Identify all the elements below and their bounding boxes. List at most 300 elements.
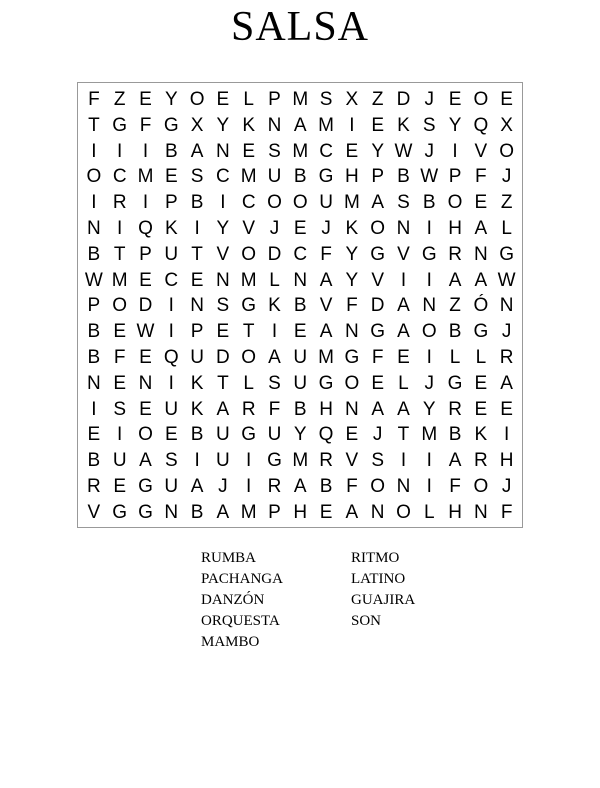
grid-cell[interactable]: L (243, 89, 254, 110)
grid-cell[interactable]: T (88, 114, 100, 136)
grid-cell[interactable]: G (138, 475, 153, 497)
grid-cell[interactable]: J (321, 217, 331, 239)
grid-cell[interactable]: I (400, 450, 407, 472)
grid-cell[interactable]: O (344, 372, 360, 394)
grid-cell[interactable]: V (242, 217, 256, 239)
grid-cell[interactable]: M (318, 114, 334, 136)
grid-cell[interactable]: Y (345, 243, 359, 265)
grid-cell[interactable]: D (138, 295, 153, 317)
grid-cell[interactable]: E (397, 346, 410, 368)
grid-cell[interactable]: S (164, 450, 178, 472)
grid-cell[interactable]: P (190, 321, 204, 343)
grid-cell[interactable]: B (164, 140, 178, 162)
grid-cell[interactable]: N (267, 114, 282, 136)
grid-cell[interactable]: O (86, 166, 102, 188)
grid-cell[interactable]: W (497, 269, 516, 291)
grid-cell[interactable]: U (293, 346, 308, 368)
grid-cell[interactable]: E (319, 501, 333, 523)
grid-cell[interactable]: A (190, 475, 204, 497)
grid-cell[interactable]: S (319, 89, 333, 110)
grid-cell[interactable]: O (370, 475, 386, 497)
grid-cell[interactable]: B (397, 166, 410, 188)
grid-cell[interactable]: V (345, 450, 359, 472)
grid-cell[interactable]: Y (216, 114, 230, 136)
grid-cell[interactable]: E (113, 321, 127, 343)
grid-cell[interactable]: P (87, 295, 101, 317)
word-list-item: MAMBO (201, 634, 260, 650)
grid-cell[interactable]: O (370, 217, 386, 239)
grid-cell[interactable]: N (396, 217, 411, 239)
grid-cell[interactable]: I (117, 217, 123, 239)
grid-cell[interactable]: F (268, 398, 281, 420)
grid-cell[interactable]: S (397, 192, 410, 214)
grid-cell[interactable]: L (243, 372, 254, 394)
grid-cell[interactable]: N (473, 243, 488, 265)
grid-cell[interactable]: L (269, 269, 280, 291)
grid-cell[interactable]: L (501, 217, 512, 239)
grid-cell[interactable]: I (246, 475, 252, 497)
grid-cell[interactable]: D (396, 89, 411, 110)
grid-cell[interactable]: C (112, 166, 127, 188)
grid-cell[interactable]: A (474, 217, 488, 239)
grid-cell[interactable]: P (139, 243, 152, 265)
grid-cell[interactable]: A (448, 450, 462, 472)
grid-cell[interactable]: U (190, 346, 204, 368)
grid-cell[interactable]: N (345, 398, 359, 420)
grid-cell[interactable]: F (346, 295, 358, 317)
grid-cell[interactable]: E (216, 321, 230, 343)
grid-cell[interactable]: G (112, 501, 128, 523)
grid-cell[interactable]: M (111, 269, 128, 291)
grid-cell[interactable]: Q (163, 346, 179, 368)
grid-cell[interactable]: U (267, 166, 282, 188)
grid-cell[interactable]: H (319, 398, 333, 420)
grid-cell[interactable]: U (164, 475, 179, 497)
grid-cell[interactable]: S (268, 372, 281, 394)
grid-cell[interactable]: J (424, 89, 434, 110)
grid-cell[interactable]: H (448, 217, 462, 239)
grid-cell[interactable]: H (499, 450, 514, 472)
grid-cell[interactable]: G (241, 295, 257, 317)
grid-cell[interactable]: G (499, 243, 515, 265)
grid-cell[interactable]: E (293, 321, 307, 343)
grid-cell[interactable]: Y (422, 398, 436, 420)
grid-cell[interactable]: I (400, 269, 407, 291)
grid-cell[interactable]: E (139, 398, 152, 420)
grid-cell[interactable]: N (164, 501, 179, 523)
grid-cell[interactable]: F (113, 346, 126, 368)
grid-cell[interactable]: E (474, 192, 488, 214)
grid-cell[interactable]: S (268, 140, 281, 162)
grid-cell[interactable]: X (190, 114, 204, 136)
grid-cell[interactable]: V (87, 501, 101, 523)
grid-cell[interactable]: N (396, 475, 411, 497)
grid-cell[interactable]: L (475, 346, 487, 368)
grid-cell[interactable]: G (370, 243, 386, 265)
grid-cell[interactable]: K (397, 114, 410, 136)
grid-cell[interactable]: I (426, 346, 432, 368)
grid-cell[interactable]: K (190, 372, 204, 394)
grid-cell[interactable]: O (138, 424, 153, 446)
grid-cell[interactable]: W (84, 269, 103, 291)
grid-cell[interactable]: A (397, 398, 410, 420)
grid-cell[interactable]: G (112, 114, 128, 136)
grid-cell[interactable]: K (190, 398, 204, 420)
grid-cell[interactable]: D (370, 295, 385, 317)
grid-cell[interactable]: A (371, 398, 384, 420)
grid-cell[interactable]: S (371, 450, 384, 472)
grid-cell[interactable]: M (240, 269, 257, 291)
grid-cell[interactable]: I (426, 269, 432, 291)
grid-cell[interactable]: M (137, 166, 154, 188)
grid-cell[interactable]: V (319, 295, 333, 317)
grid-cell[interactable]: N (138, 372, 153, 394)
grid-cell[interactable]: I (194, 450, 200, 472)
grid-cell[interactable]: I (91, 140, 97, 162)
grid-cell[interactable]: E (113, 372, 127, 394)
grid-cell[interactable]: J (501, 321, 512, 343)
grid-cell[interactable]: V (371, 269, 384, 291)
grid-cell[interactable]: R (112, 192, 127, 214)
grid-cell[interactable]: G (421, 243, 437, 265)
grid-cell[interactable]: N (345, 321, 359, 343)
grid-cell[interactable]: J (501, 475, 512, 497)
grid-cell[interactable]: J (218, 475, 228, 497)
grid-cell[interactable]: N (190, 295, 204, 317)
grid-cell[interactable]: J (501, 166, 512, 188)
grid-cell[interactable]: G (241, 424, 257, 446)
grid-cell[interactable]: P (164, 192, 178, 214)
grid-cell[interactable]: H (345, 166, 359, 188)
grid-cell[interactable]: F (475, 166, 487, 188)
grid-cell[interactable]: E (448, 89, 462, 110)
grid-cell[interactable]: O (473, 475, 489, 497)
grid-cell[interactable]: E (500, 89, 513, 110)
grid-cell[interactable]: J (269, 217, 280, 239)
grid-cell[interactable]: X (500, 114, 513, 136)
grid-cell[interactable]: S (113, 398, 127, 420)
grid-cell[interactable]: B (293, 398, 307, 420)
grid-cell[interactable]: K (164, 217, 178, 239)
grid-cell[interactable]: G (318, 372, 334, 394)
letter-grid (81, 87, 520, 526)
grid-cell[interactable]: V (397, 243, 410, 265)
grid-cell[interactable]: R (499, 346, 514, 368)
grid-cell[interactable]: Q (318, 424, 334, 446)
grid-cell[interactable]: O (396, 501, 411, 523)
grid-cell[interactable]: N (293, 269, 308, 291)
grid-cell[interactable]: C (319, 140, 333, 162)
grid-cell[interactable]: E (113, 475, 127, 497)
grid-cell[interactable]: E (371, 114, 384, 136)
grid-cell[interactable]: B (293, 295, 307, 317)
grid-cell[interactable]: I (117, 424, 123, 446)
grid-cell[interactable]: T (217, 372, 229, 394)
grid-cell[interactable]: O (267, 192, 282, 214)
grid-cell[interactable]: B (319, 475, 333, 497)
grid-cell[interactable]: B (422, 192, 436, 214)
grid-cell[interactable]: Ó (473, 295, 489, 317)
grid-cell[interactable]: E (345, 424, 359, 446)
grid-cell[interactable]: Z (371, 89, 384, 110)
grid-cell[interactable]: I (426, 450, 432, 472)
grid-cell[interactable]: E (164, 424, 178, 446)
grid-cell[interactable]: Y (371, 140, 384, 162)
grid-cell[interactable]: K (345, 217, 359, 239)
grid-cell[interactable]: M (292, 140, 309, 162)
grid-cell[interactable]: E (139, 346, 152, 368)
grid-cell[interactable]: O (112, 295, 128, 317)
grid-cell[interactable]: F (320, 243, 332, 265)
grid-cell[interactable]: B (190, 192, 204, 214)
grid-cell[interactable]: A (345, 501, 359, 523)
grid-cell[interactable]: W (420, 166, 439, 188)
grid-cell[interactable]: T (397, 424, 410, 446)
grid-cell[interactable]: E (164, 166, 178, 188)
grid-cell[interactable]: I (194, 217, 200, 239)
grid-cell[interactable]: Y (448, 114, 462, 136)
grid-cell[interactable]: Y (345, 269, 359, 291)
grid-cell[interactable]: G (473, 321, 489, 343)
grid-cell[interactable]: N (370, 501, 385, 523)
word-list-item: RITMO (351, 550, 400, 566)
grid-cell[interactable]: A (319, 269, 333, 291)
grid-cell[interactable]: M (318, 346, 334, 368)
grid-cell[interactable]: I (117, 140, 123, 162)
grid-cell[interactable]: F (449, 475, 461, 497)
grid-cell[interactable]: U (216, 424, 230, 446)
grid-cell[interactable]: U (293, 372, 308, 394)
grid-cell[interactable]: I (142, 140, 149, 162)
grid-cell[interactable]: E (242, 140, 256, 162)
grid-cell[interactable]: T (113, 243, 126, 265)
grid-cell[interactable]: C (216, 166, 230, 188)
grid-cell[interactable]: V (474, 140, 488, 162)
grid-cell[interactable]: R (267, 475, 282, 497)
grid-cell[interactable]: O (421, 321, 437, 343)
grid-cell[interactable]: G (163, 114, 179, 136)
grid-cell[interactable]: X (345, 89, 359, 110)
grid-cell[interactable]: F (371, 346, 384, 368)
grid-cell[interactable]: G (370, 321, 386, 343)
grid-cell[interactable]: R (319, 450, 333, 472)
grid-cell[interactable]: O (241, 346, 257, 368)
grid-cell[interactable]: O (447, 192, 463, 214)
grid-cell[interactable]: R (241, 398, 256, 420)
grid-cell[interactable]: M (292, 89, 309, 110)
grid-cell[interactable]: A (319, 321, 333, 343)
grid-cell[interactable]: E (190, 269, 204, 291)
grid-cell[interactable]: I (91, 192, 97, 214)
grid-cell[interactable]: S (216, 295, 230, 317)
grid-cell[interactable]: D (267, 243, 282, 265)
grid-cell[interactable]: P (268, 501, 281, 523)
grid-cell[interactable]: P (371, 166, 384, 188)
grid-cell[interactable]: Q (138, 217, 153, 239)
grid-cell[interactable]: A (397, 321, 410, 343)
grid-cell[interactable]: N (473, 501, 488, 523)
grid-cell[interactable]: W (136, 321, 155, 343)
grid-cell[interactable]: I (246, 450, 252, 472)
grid-cell[interactable]: N (216, 269, 230, 291)
grid-cell[interactable]: P (268, 89, 281, 110)
grid-cell[interactable]: I (168, 372, 174, 394)
grid-cell[interactable]: E (87, 424, 101, 446)
grid-cell[interactable]: R (87, 475, 101, 497)
word-list-item: DANZÓN (201, 592, 265, 608)
grid-cell[interactable]: R (448, 243, 462, 265)
grid-cell[interactable]: E (139, 89, 152, 110)
grid-cell[interactable]: U (216, 450, 230, 472)
grid-cell[interactable]: B (190, 501, 204, 523)
grid-cell[interactable]: Y (216, 217, 230, 239)
grid-cell[interactable]: F (139, 114, 152, 136)
grid-cell[interactable]: E (293, 217, 307, 239)
grid-cell[interactable]: G (318, 166, 334, 188)
grid-cell[interactable]: I (349, 114, 355, 136)
word-list-left (201, 548, 283, 653)
grid-cell[interactable]: M (421, 424, 438, 446)
grid-cell[interactable]: B (87, 450, 101, 472)
grid-cell[interactable]: I (426, 217, 432, 239)
grid-cell[interactable]: E (371, 372, 384, 394)
grid-cell[interactable]: O (473, 89, 489, 110)
grid-cell[interactable]: I (168, 295, 174, 317)
grid-cell[interactable]: U (164, 398, 179, 420)
grid-cell[interactable]: A (139, 450, 152, 472)
grid-cell[interactable]: E (500, 398, 513, 420)
grid-cell[interactable]: E (216, 89, 230, 110)
grid-cell[interactable]: A (293, 114, 307, 136)
grid-cell[interactable]: K (474, 424, 488, 446)
grid-cell[interactable]: I (168, 321, 174, 343)
grid-cell[interactable]: A (474, 269, 488, 291)
grid-cell[interactable]: L (423, 501, 435, 523)
grid-cell[interactable]: A (216, 501, 230, 523)
grid-cell[interactable]: T (242, 321, 255, 343)
grid-cell[interactable]: M (240, 166, 257, 188)
grid-cell[interactable]: M (343, 192, 360, 214)
grid-cell[interactable]: B (87, 346, 101, 368)
grid-cell[interactable]: O (292, 192, 308, 214)
grid-cell[interactable]: G (267, 450, 282, 472)
word-list-item: LATINO (351, 571, 406, 587)
grid-cell[interactable]: G (138, 501, 153, 523)
grid-cell[interactable]: A (216, 398, 230, 420)
grid-cell[interactable]: U (164, 243, 179, 265)
grid-cell[interactable]: B (448, 424, 462, 446)
grid-cell[interactable]: R (448, 398, 462, 420)
grid-cell[interactable]: C (293, 243, 308, 265)
grid-cell[interactable]: O (499, 140, 515, 162)
grid-cell[interactable]: I (142, 192, 149, 214)
grid-cell[interactable]: E (474, 372, 488, 394)
grid-cell[interactable]: S (422, 114, 436, 136)
grid-cell[interactable]: M (292, 450, 309, 472)
grid-cell[interactable]: I (426, 475, 432, 497)
grid-cell[interactable]: I (220, 192, 226, 214)
grid-cell[interactable]: E (345, 140, 359, 162)
grid-cell[interactable]: O (241, 243, 257, 265)
grid-cell[interactable]: U (267, 424, 282, 446)
grid-cell[interactable]: B (448, 321, 462, 343)
grid-cell[interactable]: R (473, 450, 488, 472)
grid-cell[interactable]: L (449, 346, 461, 368)
grid-cell[interactable]: A (371, 192, 384, 214)
grid-cell[interactable]: I (91, 398, 97, 420)
grid-cell[interactable]: M (240, 501, 257, 523)
grid-cell[interactable]: G (344, 346, 360, 368)
word-list-item: SON (351, 613, 382, 629)
grid-cell[interactable]: F (346, 475, 358, 497)
grid-cell[interactable]: J (424, 140, 434, 162)
grid-cell[interactable]: I (504, 424, 510, 446)
grid-cell[interactable]: V (216, 243, 230, 265)
grid-cell[interactable]: K (242, 114, 256, 136)
grid-cell[interactable]: Z (500, 192, 513, 214)
grid-cell[interactable]: Z (449, 295, 461, 317)
grid-cell[interactable]: A (500, 372, 513, 394)
grid-cell[interactable]: Q (473, 114, 489, 136)
grid-cell[interactable]: D (216, 346, 230, 368)
word-list-item: PACHANGA (201, 571, 283, 587)
grid-cell[interactable]: J (424, 372, 434, 394)
grid-cell[interactable]: N (499, 295, 514, 317)
grid-cell[interactable]: A (268, 346, 281, 368)
grid-cell[interactable]: C (241, 192, 256, 214)
grid-cell[interactable]: E (474, 398, 488, 420)
grid-cell[interactable]: U (319, 192, 333, 214)
grid-cell[interactable]: W (394, 140, 413, 162)
grid-cell[interactable]: B (87, 243, 101, 265)
grid-cell[interactable]: Z (113, 89, 126, 110)
grid-cell[interactable]: G (447, 372, 463, 394)
grid-cell[interactable]: F (88, 89, 100, 110)
grid-cell[interactable]: H (293, 501, 308, 523)
grid-cell[interactable]: J (372, 424, 383, 446)
grid-cell[interactable]: S (190, 166, 204, 188)
grid-cell[interactable]: Y (164, 89, 178, 110)
word-search-board (77, 82, 523, 528)
grid-cell[interactable]: K (268, 295, 281, 317)
grid-cell[interactable]: C (164, 269, 179, 291)
grid-cell[interactable]: N (87, 372, 101, 394)
grid-cell[interactable]: I (271, 321, 278, 343)
grid-cell[interactable]: B (190, 424, 204, 446)
grid-cell[interactable]: A (293, 475, 307, 497)
grid-cell[interactable]: E (139, 269, 152, 291)
grid-cell[interactable]: N (422, 295, 437, 317)
grid-cell[interactable]: F (500, 501, 513, 523)
grid-cell[interactable]: B (87, 321, 101, 343)
grid-cell[interactable]: O (189, 89, 205, 110)
grid-cell[interactable]: B (293, 166, 307, 188)
grid-cell[interactable]: U (112, 450, 127, 472)
grid-cell[interactable]: N (216, 140, 230, 162)
grid-cell[interactable]: A (397, 295, 410, 317)
grid-cell[interactable]: A (448, 269, 462, 291)
grid-cell[interactable]: P (448, 166, 462, 188)
puzzle-title: SALSA (230, 4, 370, 50)
grid-cell[interactable]: T (191, 243, 203, 265)
grid-cell[interactable]: H (448, 501, 462, 523)
grid-cell[interactable]: Y (293, 424, 307, 446)
grid-cell[interactable]: N (87, 217, 101, 239)
grid-cell[interactable]: I (452, 140, 458, 162)
grid-cell[interactable]: A (190, 140, 204, 162)
grid-cell[interactable]: L (398, 372, 409, 394)
word-list-right (351, 548, 415, 632)
